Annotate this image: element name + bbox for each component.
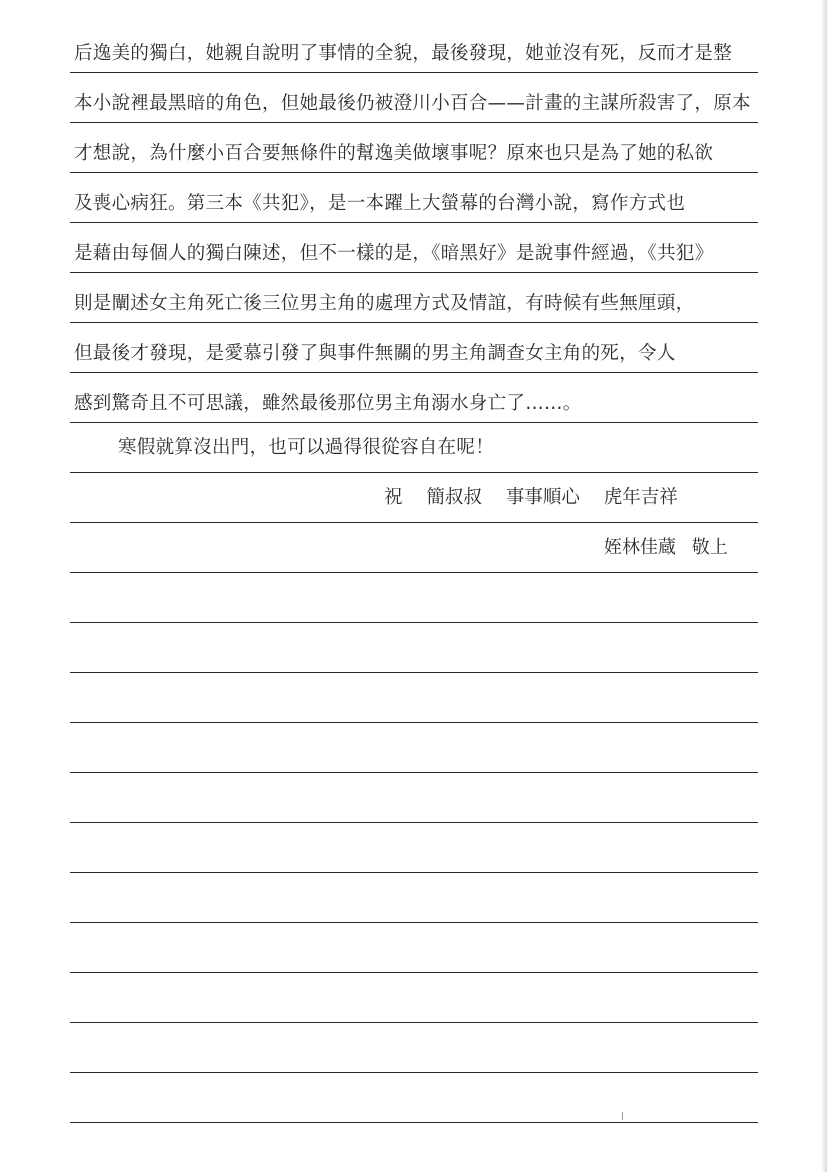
letter-body-line: 是藉由每個人的獨白陳述，但不一樣的是，《暗黑好》是說事件經過，《共犯》 [74, 243, 714, 264]
ruled-line [70, 822, 758, 823]
blessing-prefix: 祝 [384, 487, 403, 508]
ruled-line [70, 1122, 758, 1123]
signature-suffix: 敬上 [691, 537, 728, 558]
ruled-line [70, 772, 758, 773]
letter-closing-remark: 寒假就算沒出門，也可以過得很從容自在呢！ [118, 437, 495, 458]
blessing-wish: 虎年吉祥 [603, 487, 678, 508]
letter-body-line: 感到驚奇且不可思議，雖然最後那位男主角溺水身亡了……。 [74, 393, 582, 414]
paper-mark [622, 1112, 623, 1120]
ruled-line [70, 722, 758, 723]
letter-body-line: 后逸美的獨白，她親自說明了事情的全貌，最後發現，她並沒有死，反而才是整 [74, 43, 733, 64]
ruled-line [70, 972, 758, 973]
blessing-recipient: 簡叔叔 [426, 487, 482, 508]
ruled-line [70, 1022, 758, 1023]
ruled-line [70, 622, 758, 623]
ruled-line [70, 522, 758, 523]
ruled-line [70, 472, 758, 473]
scan-edge-shadow [821, 0, 827, 1172]
ruled-line [70, 922, 758, 923]
signature-name: 姪林佳蔵 [604, 537, 676, 558]
ruled-line [70, 1072, 758, 1073]
letter-body-line: 本小說裡最黑暗的角色，但她最後仍被澄川小百合——計畫的主謀所殺害了，原本 [74, 93, 751, 114]
ruled-line [70, 872, 758, 873]
letter-signature [604, 528, 804, 568]
letter-body-line: 則是闡述女主角死亡後三位男主角的處理方式及情誼，有時候有些無厘頭， [74, 293, 695, 314]
ruled-line [70, 572, 758, 573]
letter-blessing [384, 478, 764, 518]
blessing-wish: 事事順心 [505, 487, 580, 508]
letter-body-line: 但最後才發現，是愛慕引發了與事件無關的男主角調查女主角的死，令人 [74, 343, 676, 364]
letter-body-line: 及喪心病狂。第三本《共犯》，是一本躍上大螢幕的台灣小說，寫作方式也 [74, 193, 686, 214]
ruled-line [70, 672, 758, 673]
letter-body-line: 才想說，為什麼小百合要無條件的幫逸美做壞事呢？原來也只是為了她的私欲 [74, 143, 714, 164]
